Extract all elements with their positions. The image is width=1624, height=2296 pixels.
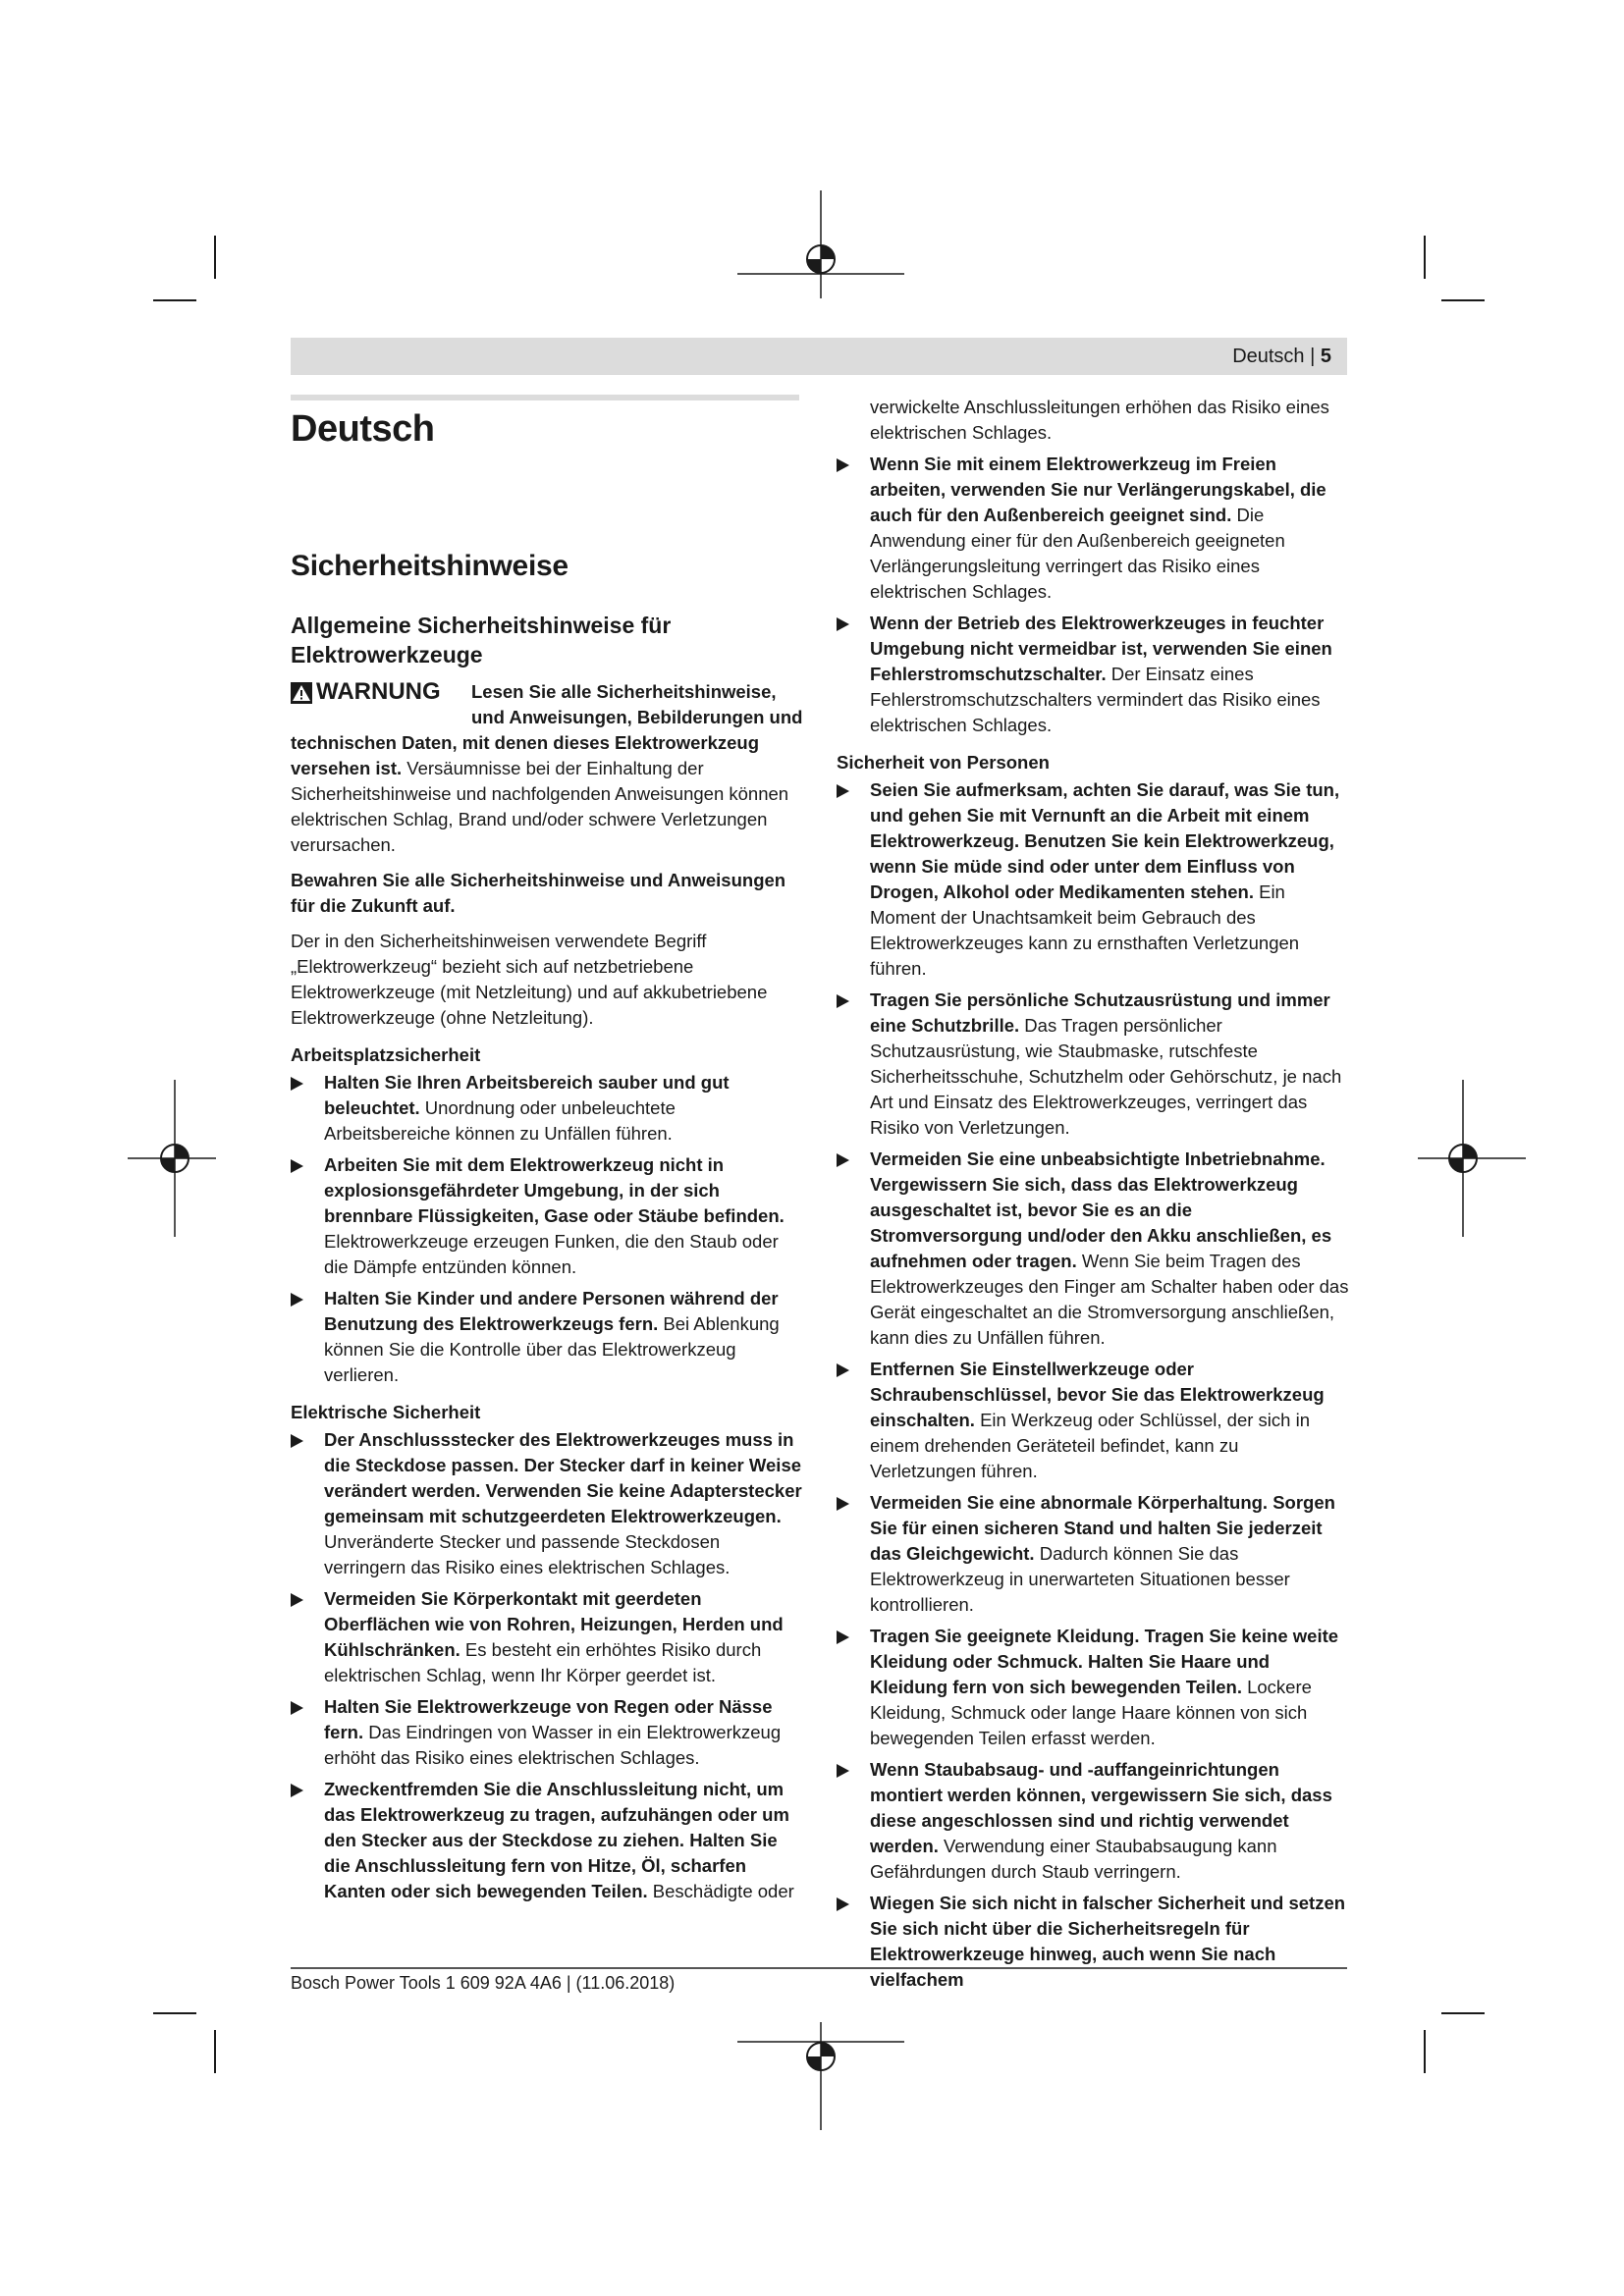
list-item (291, 1070, 803, 1147)
warning-triangle-icon (291, 682, 312, 704)
page-footer: Bosch Power Tools 1 609 92A 4A6 | (11.06.2018) (291, 1973, 676, 1993)
triangle-bullet-icon (291, 1593, 303, 1607)
item-bold: Vermeiden Sie eine unbeabsichtigte Inbetriebnahme. Vergewissern Sie sich, dass das Elektrowerkzeug ausgeschaltet ist, bevor Sie es an die Stromversorgung und/oder den Akku anschließen, es aufnehmen oder tragen. (870, 1148, 1332, 1271)
crop-mark (153, 299, 196, 301)
item-bold: Vermeiden Sie Körperkontakt mit geerdeten Oberflächen wie von Rohren, Heizungen, Herden und Kühlschränken. (324, 1588, 784, 1660)
crop-mark (1441, 2012, 1485, 2014)
item-text: Das Tragen persönlicher Schutzausrüstung, wie Staubmaske, rutschfeste Sicherheitsschuhe, Schutzhelm oder Gehörschutz, je nach Art und Einsatz des Elektrowerkzeuges, verringert das Risiko von Verletzungen. (870, 1015, 1342, 1138)
list-item (837, 1490, 1349, 1618)
item-text: Dadurch können Sie das Elektrowerkzeug in unerwarteten Situationen besser kontrollieren. (870, 1543, 1290, 1615)
crop-mark (1424, 2030, 1426, 2073)
item-text: Ein Werkzeug oder Schlüssel, der sich in einem drehenden Geräteteil befindet, kann zu Verletzungen führen. (870, 1410, 1310, 1481)
page-header (291, 338, 1347, 375)
item-text: Ein Moment der Unachtsamkeit beim Gebrauch des Elektrowerkzeuges kann zu ernsthaften Verletzungen führen. (870, 881, 1300, 979)
list-item (291, 1586, 803, 1688)
header-separator: | (1304, 346, 1321, 367)
triangle-bullet-icon (837, 617, 849, 631)
triangle-bullet-icon (837, 784, 849, 798)
list-item (837, 1757, 1349, 1885)
item-bold: Wenn Sie mit einem Elektrowerkzeug im Freien arbeiten, verwenden Sie nur Verlängerungskabel, die auch für den Außenbereich geeignet sind. (870, 454, 1326, 525)
item-bold: Wiegen Sie sich nicht in falscher Sicherheit und setzen Sie sich nicht über die Sicherheitsregeln für Elektrowerkzeuge hinweg, auch wenn Sie nach vielfachem (870, 1893, 1346, 1990)
item-text: Der Einsatz eines Fehlerstromschutzschalters vermindert das Risiko eines elektrischen Schlages. (870, 664, 1321, 735)
section-heading: Sicherheitshinweise (291, 550, 568, 582)
triangle-bullet-icon (837, 1497, 849, 1511)
item-text: Die Anwendung einer für den Außenbereich geeigneten Verlängerungsleitung verringert das Risiko eines elektrischen Schlages. (870, 505, 1285, 602)
registration-mark-icon (737, 190, 904, 298)
triangle-bullet-icon (837, 1897, 849, 1911)
item-bold: Wenn Staubabsaug- und -auffangeinrichtungen montiert werden können, vergewissern Sie sich, dass diese angeschlossen sind und richtig verwendet werden. (870, 1759, 1332, 1856)
item-bold: Halten Sie Ihren Arbeitsbereich sauber und gut beleuchtet. (324, 1072, 730, 1118)
page-title: Deutsch (291, 408, 435, 450)
list-item (837, 988, 1349, 1141)
item-text: Bei Ablenkung können Sie die Kontrolle über das Elektrowerkzeug verlieren. (324, 1313, 780, 1385)
workplace-list (291, 1070, 803, 1388)
personal-title: Sicherheit von Personen (837, 752, 1050, 773)
header-section: Deutsch (1232, 346, 1305, 367)
item-text: Elektrowerkzeuge erzeugen Funken, die den Staub oder die Dämpfe entzünden können. (324, 1231, 779, 1277)
item-text: Unveränderte Stecker und passende Steckdosen verringern das Risiko eines elektrischen Schlages. (324, 1531, 731, 1577)
warning-block (291, 679, 803, 1904)
triangle-bullet-icon (837, 458, 849, 472)
definition-text: Der in den Sicherheitshinweisen verwendete Begriff „Elektrowerkzeug“ bezieht sich auf netzbetriebene Elektrowerkzeuge (mit Netzleitung) und auf akkubetriebene Elektrowerkzeuge (ohne Netzleitung). (291, 931, 768, 1028)
triangle-bullet-icon (291, 1293, 303, 1307)
item-text: Lockere Kleidung, Schmuck oder lange Haare können von sich bewegenden Teilen erfasst werden. (870, 1677, 1312, 1748)
triangle-bullet-icon (837, 1630, 849, 1644)
item-bold: Halten Sie Kinder und andere Personen während der Benutzung des Elektrowerkzeugs fern. (324, 1288, 779, 1334)
registration-mark-icon (1418, 1080, 1526, 1237)
subsection-heading: Allgemeine Sicherheitshinweise für Elektrowerkzeuge (291, 613, 672, 667)
item-bold: Zweckentfremden Sie die Anschlussleitung nicht, um das Elektrowerkzeug zu tragen, aufzuhängen oder um den Stecker aus der Steckdose zu ziehen. Halten Sie die Anschlussleitung fern von Hitze, Öl, scharfen Kanten oder sich bewegenden Teilen. (324, 1779, 789, 1901)
item-bold: Der Anschlussstecker des Elektrowerkzeuges muss in die Steckdose passen. Der Stecker darf in keiner Weise verändert werden. Verwenden Sie keine Adapterstecker gemeinsam mit schutzgeerdeten Elektrowerkzeugen. (324, 1429, 802, 1526)
warning-body: Versäumnisse bei der Einhaltung der Sicherheitshinweise und nachfolgenden Anweisungen können elektrischen Schlag, Brand und/oder schwere Verletzungen verursachen. (291, 758, 789, 855)
electrical-list-continued (837, 452, 1349, 738)
list-item (837, 1357, 1349, 1484)
list-item (837, 1147, 1349, 1351)
registration-mark-icon (737, 2022, 904, 2130)
item-bold: Entfernen Sie Einstellwerkzeuge oder Schraubenschlüssel, bevor Sie das Elektrowerkzeug einschalten. (870, 1359, 1325, 1430)
item-bold: Vermeiden Sie eine abnormale Körperhaltung. Sorgen Sie für einen sicheren Stand und halten Sie jederzeit das Gleichgewicht. (870, 1492, 1335, 1564)
page-number: 5 (1320, 346, 1331, 367)
list-item (837, 1891, 1349, 1993)
list-item (837, 452, 1349, 605)
item-bold: Wenn der Betrieb des Elektrowerkzeuges in feuchter Umgebung nicht vermeidbar ist, verwenden Sie einen Fehlerstromschutzschalter. (870, 613, 1332, 684)
title-rule (291, 395, 799, 400)
triangle-bullet-icon (291, 1159, 303, 1173)
warning-bold: Lesen Sie alle Sicherheitshinweise, und Anweisungen, Bebilderungen und technischen Daten, mit denen dieses Elektrowerkzeug versehen ist. (291, 681, 803, 778)
list-item (291, 1694, 803, 1771)
footer-rule (291, 1967, 1347, 1969)
registration-mark-icon (128, 1080, 216, 1237)
triangle-bullet-icon (291, 1077, 303, 1091)
header-label (1232, 346, 1331, 368)
workplace-title: Arbeitsplatzsicherheit (291, 1044, 481, 1065)
list-item (837, 611, 1349, 738)
item-bold: Seien Sie aufmerksam, achten Sie darauf, was Sie tun, und gehen Sie mit Vernunft an die Arbeit mit einem Elektrowerkzeug. Benutzen Sie kein Elektrowerkzeug, wenn Sie müde sind oder unter dem Einfluss von Drogen, Alkohol oder Medikamenten stehen. (870, 779, 1340, 902)
list-item (291, 1427, 803, 1580)
list-item (291, 1286, 803, 1388)
warning-label: WARNUNG (316, 678, 441, 705)
electrical-title: Elektrische Sicherheit (291, 1402, 481, 1422)
continued-text: verwickelte Anschlussleitungen erhöhen das Risiko eines elektrischen Schlages. (870, 397, 1329, 443)
triangle-bullet-icon (837, 1153, 849, 1167)
crop-mark (153, 2012, 196, 2014)
triangle-bullet-icon (837, 1764, 849, 1778)
item-text: Verwendung einer Staubabsaugung kann Gefährdungen durch Staub verringern. (870, 1836, 1277, 1882)
list-item (837, 1624, 1349, 1751)
crop-mark (1441, 299, 1485, 301)
item-bold: Arbeiten Sie mit dem Elektrowerkzeug nicht in explosionsgefährdeter Umgebung, in der sich brennbare Flüssigkeiten, Gase oder Stäube befinden. (324, 1154, 785, 1226)
item-text: Wenn Sie beim Tragen des Elektrowerkzeuges den Finger am Schalter haben oder das Gerät eingeschaltet an die Stromversorgung anschließen, kann dies zu Unfällen führen. (870, 1251, 1349, 1348)
personal-list (837, 777, 1349, 1993)
warning-badge (291, 679, 471, 726)
item-text: Beschädigte oder (647, 1881, 794, 1901)
keep-instructions: Bewahren Sie alle Sicherheitshinweise und Anweisungen für die Zukunft auf. (291, 870, 786, 916)
crop-mark (1424, 236, 1426, 279)
item-bold: Tragen Sie geeignete Kleidung. Tragen Sie keine weite Kleidung oder Schmuck. Halten Sie Haare und Kleidung fern von sich bewegenden Teilen. (870, 1626, 1339, 1697)
crop-mark (214, 2030, 216, 2073)
crop-mark (214, 236, 216, 279)
triangle-bullet-icon (837, 1363, 849, 1377)
electrical-list (291, 1427, 803, 1904)
list-item (291, 1777, 803, 1904)
list-item (837, 777, 1349, 982)
item-text: Unordnung oder unbeleuchtete Arbeitsbereiche können zu Unfällen führen. (324, 1097, 676, 1144)
item-bold: Tragen Sie persönliche Schutzausrüstung und immer eine Schutzbrille. (870, 989, 1330, 1036)
triangle-bullet-icon (837, 994, 849, 1008)
item-bold: Halten Sie Elektrowerkzeuge von Regen oder Nässe fern. (324, 1696, 773, 1742)
item-text: Es besteht ein erhöhtes Risiko durch elektrischen Schlag, wenn Ihr Körper geerdet ist. (324, 1639, 762, 1685)
list-item (291, 1152, 803, 1280)
right-column (837, 395, 1349, 1993)
triangle-bullet-icon (291, 1701, 303, 1715)
item-text: Das Eindringen von Wasser in ein Elektrowerkzeug erhöht das Risiko eines elektrischen Schlages. (324, 1722, 782, 1768)
triangle-bullet-icon (291, 1434, 303, 1448)
triangle-bullet-icon (291, 1784, 303, 1797)
